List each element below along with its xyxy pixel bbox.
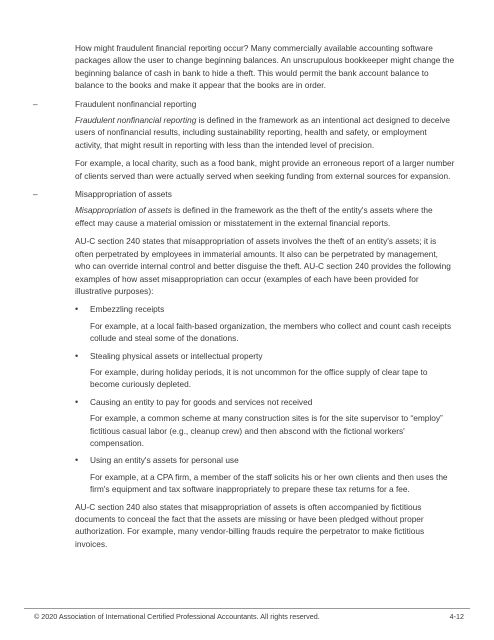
example-paragraph: For example, a local charity, such as a food bank, might provide an erroneous report of a larger number of clients served than were actually served when seeking funding from external sources for expansion. [75, 158, 455, 181]
au-c-paragraph: AU-C section 240 states that misappropriation of assets involves the theft of an entity's assets; it is often perpetrated by employees in immaterial amounts. It also can be perpetrated by management, who can override internal control and better disguise the theft. AU-C section 240 provides the following examples of how asset misappropriation can occur (examples of each have been provided for illustrative purposes): [75, 236, 451, 296]
page-content [33, 42, 455, 556]
fraud-reporting-paragraph: How might fraudulent financial reporting occur? Many commercially available accounting software packages allow the user to change beginning balances. An unscrupulous bookkeeper might change the beginning balance of cash in bank to hide a theft. This would permit the bank account balance to balance to the books and make it appear that the books are in order. [75, 43, 455, 91]
bullet-marker: • [75, 350, 79, 361]
bullet-marker: • [75, 304, 79, 315]
bullet-example: For example, during holiday periods, it is not uncommon for the office supply of clear tape to become curiously depleted. [90, 366, 428, 390]
bullet-example: For example, a common scheme at many construction sites is for the site supervisor to “employ” fictitious casual labor (e.g., cleanup crew) and then abscond with the fictional workers' compensation. [90, 413, 443, 448]
bullet-example: For example, at a CPA firm, a member of the staff solicits his or her own clients and then uses the firm's equipment and tax software inappropriately to prepare these tax returns for a fee. [90, 471, 448, 495]
closing-paragraph: AU-C section 240 also states that misappropriation of assets is often accompanied by fictitious documents to conceal the fact that the assets are missing or have been pledged without proper authorization. For example, many vendor-billing frauds require the perpetrator to make fictitious invoices. [75, 501, 425, 549]
bullet-item [75, 396, 455, 408]
bullet-item [75, 350, 455, 362]
defined-term: Fraudulent nonfinancial reporting [75, 115, 197, 126]
bullet-title: Stealing physical assets or intellectual property [90, 350, 263, 361]
dash-marker: – [33, 189, 38, 200]
bullet-title: Using an entity's assets for personal use [90, 455, 239, 466]
definition-paragraph [75, 114, 455, 151]
footer-divider [24, 608, 470, 609]
copyright-notice: © 2020 Association of International Certified Professional Accountants. All rights reserved. [34, 612, 320, 621]
bullet-marker: • [75, 455, 79, 466]
definition-text: is defined in the framework as the theft of the entity's assets where the effect may cause a material omission or misstatement in the external financial reports. [75, 205, 433, 228]
section-heading: Fraudulent nonfinancial reporting [75, 98, 197, 109]
dash-marker: – [33, 98, 38, 109]
section-misappropriation-of-assets [33, 188, 455, 200]
definition-text: is defined in the framework as an intentional act designed to deceive users of nonfinancial results, including sustainability reporting, health and safety, or employment activity, that might result in reporting with less than the intended level of precision. [75, 115, 450, 150]
bullet-item [75, 454, 455, 466]
bullet-title: Embezzling receipts [90, 304, 165, 315]
section-fraudulent-nonfinancial-reporting [33, 98, 455, 110]
bullet-example: For example, at a local faith-based organization, the members who collect and count cash receipts collude and steal some of the donations. [90, 320, 452, 344]
section-heading: Misappropriation of assets [75, 189, 172, 200]
bullet-title: Causing an entity to pay for goods and services not received [90, 396, 313, 407]
bullet-marker: • [75, 396, 79, 407]
defined-term: Misappropriation of assets [75, 205, 172, 216]
page-number: 4-12 [449, 612, 464, 621]
definition-paragraph [75, 204, 455, 229]
bullet-item [75, 303, 455, 315]
page-footer [34, 611, 464, 623]
